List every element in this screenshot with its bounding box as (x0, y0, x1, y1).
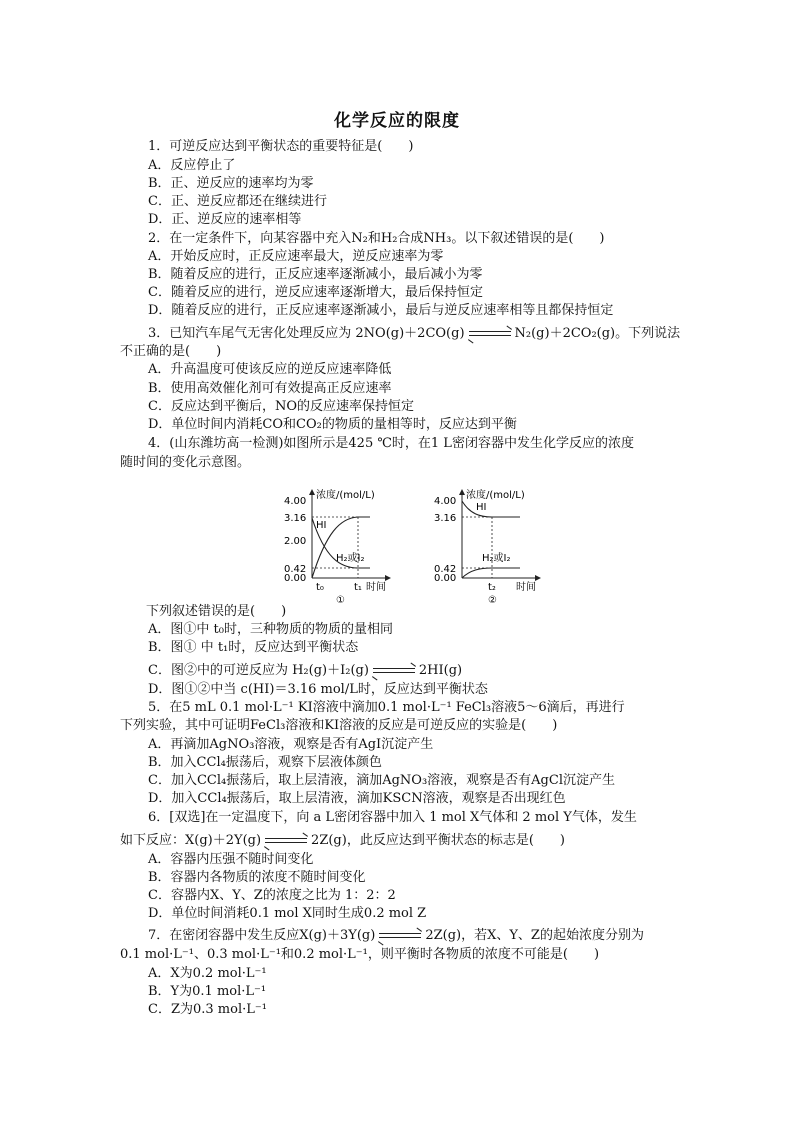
equilibrium-arrow-icon (263, 836, 309, 846)
question-6-cont (120, 832, 565, 849)
option: B．图① 中 t₁时，反应达到平衡状态 (148, 640, 359, 655)
option: A．升高温度可使该反应的逆反应速率降低 (148, 362, 392, 377)
y-tick: 0.42 (284, 564, 307, 575)
question-4: 4．(山东潍坊高一检测)如图所示是425 ℃时，在1 L密闭容器中发生化学反应的浓度 (148, 436, 634, 451)
q3-pre: 3．已知汽车尾气无害化处理反应为 2NO(g)＋2CO(g) (148, 326, 465, 341)
question-4-cont: 随时间的变化示意图。 (120, 455, 251, 470)
equilibrium-arrow-icon (467, 329, 513, 339)
y-axis-label: 浓度/(mol/L) (316, 490, 375, 501)
option: B．随着反应的进行，正反应速率逐渐减小，最后减小为零 (148, 267, 483, 282)
option: A．容器内压强不随时间变化 (148, 852, 314, 867)
question-6: 6．[双选]在一定温度下，向 a L密闭容器中加入 1 mol X气体和 2 mol Y气体，发生 (148, 810, 637, 825)
option: B．容器内各物质的浓度不随时间变化 (148, 870, 366, 885)
question-5: 5．在5 mL 0.1 mol·L⁻¹ KI溶液中滴加0.1 mol·L⁻¹ FeCl₃溶液5～6滴后，再进行 (148, 700, 625, 715)
option: D．加入CCl₄振荡后，取上层清液，滴加KSCN溶液，观察是否出现红色 (148, 791, 566, 806)
x-axis-label: 时间 (366, 582, 386, 593)
figure-1 (284, 488, 391, 606)
option: C．随着反应的进行，逆反应速率逐渐增大，最后保持恒定 (148, 285, 483, 300)
option: D．随着反应的进行，正反应速率逐渐减小，最后与逆反应速率相等且都保持恒定 (148, 303, 614, 318)
concentration-figures (270, 488, 570, 606)
page-title: 化学反应的限度 (334, 111, 460, 131)
y-tick: 0.00 (284, 573, 307, 584)
option: A．反应停止了 (148, 158, 236, 173)
hi-label: HI (476, 502, 487, 513)
option: A．图①中 t₀时，三种物质的物质的量相同 (148, 622, 393, 637)
q7-post: 2Z(g)，若X、Y、Z的起始浓度分别为 (425, 928, 644, 943)
question-5-cont: 下列实验，其中可证明FeCl₃溶液和KI溶液的反应是可逆反应的实验是( ) (120, 718, 558, 733)
option: D．单位时间消耗0.1 mol X同时生成0.2 mol Z (148, 906, 427, 921)
equilibrium-arrow-icon (371, 666, 417, 676)
question-4-stem: 下列叙述错误的是( ) (146, 604, 287, 619)
t1-label: t₁ (354, 582, 362, 593)
question-7-cont: 0.1 mol·L⁻¹、0.3 mol·L⁻¹和0.2 mol·L⁻¹，则平衡时各物质的浓度不可能是( ) (120, 947, 600, 962)
q4-optc-post: 2HI(g) (418, 663, 463, 678)
option: D．单位时间内消耗CO和CO₂的物质的量相等时，反应达到平衡 (148, 417, 517, 432)
option (148, 662, 462, 679)
x-axis-label: 时间 (516, 582, 536, 593)
figure-2 (434, 488, 541, 606)
figure-1-label: ① (336, 595, 345, 606)
y-tick: 3.16 (284, 513, 307, 524)
option: B．Y为0.1 mol·L⁻¹ (148, 984, 267, 999)
question-3 (148, 325, 680, 342)
question-1: 1．可逆反应达到平衡状态的重要特征是( ) (148, 139, 414, 154)
hi-label: HI (316, 520, 327, 531)
q4-optc-pre: C．图②中的可逆反应为 H₂(g)＋I₂(g) (148, 663, 369, 678)
h2-label: H₂或I₂ (482, 553, 511, 564)
option: C．Z为0.3 mol·L⁻¹ (148, 1002, 267, 1017)
option: A．再滴加AgNO₃溶液，观察是否有AgI沉淀产生 (148, 737, 434, 752)
y-axis-label: 浓度/(mol/L) (466, 490, 525, 501)
y-tick: 3.16 (434, 513, 457, 524)
y-tick: 0.42 (434, 564, 457, 575)
y-tick: 0.00 (434, 573, 457, 584)
q6-pre: 如下反应：X(g)＋2Y(g) (120, 833, 262, 848)
figure-2-label: ② (488, 595, 497, 606)
option: B．加入CCl₄振荡后，观察下层液体颜色 (148, 755, 382, 770)
q3-post: N₂(g)＋2CO₂(g)。下列说法 (514, 326, 681, 341)
q6-post: 2Z(g)，此反应达到平衡状态的标志是( ) (311, 833, 565, 848)
question-7 (148, 927, 644, 944)
option: A．X为0.2 mol·L⁻¹ (148, 966, 267, 981)
option: C．容器内X、Y、Z的浓度之比为 1：2：2 (148, 888, 396, 903)
h2-label: H₂或I₂ (336, 553, 365, 564)
question-2: 2．在一定条件下，向某容器中充入N₂和H₂合成NH₃。以下叙述错误的是( ) (148, 231, 605, 246)
t0-label: t₀ (316, 582, 324, 593)
y-tick: 2.00 (284, 536, 307, 547)
q7-pre: 7．在密闭容器中发生反应X(g)＋3Y(g) (148, 928, 376, 943)
option: C．反应达到平衡后，NO的反应速率保持恒定 (148, 399, 414, 414)
option: B．使用高效催化剂可有效提高正反应速率 (148, 381, 392, 396)
question-3-cont: 不正确的是( ) (120, 344, 222, 359)
equilibrium-arrow-icon (377, 931, 423, 941)
option: B．正、逆反应的速率均为零 (148, 176, 314, 191)
option: D．正、逆反应的速率相等 (148, 212, 302, 227)
option: C．正、逆反应都还在继续进行 (148, 194, 327, 209)
option: A．开始反应时，正反应速率最大，逆反应速率为零 (148, 249, 444, 264)
y-tick: 4.00 (284, 496, 307, 507)
y-tick: 4.00 (434, 496, 457, 507)
option: D．图①②中当 c(HI)＝3.16 mol/L时，反应达到平衡状态 (148, 682, 488, 697)
option: C．加入CCl₄振荡后，取上层清液，滴加AgNO₃溶液，观察是否有AgCl沉淀产生 (148, 773, 615, 788)
t2-label: t₂ (488, 582, 496, 593)
